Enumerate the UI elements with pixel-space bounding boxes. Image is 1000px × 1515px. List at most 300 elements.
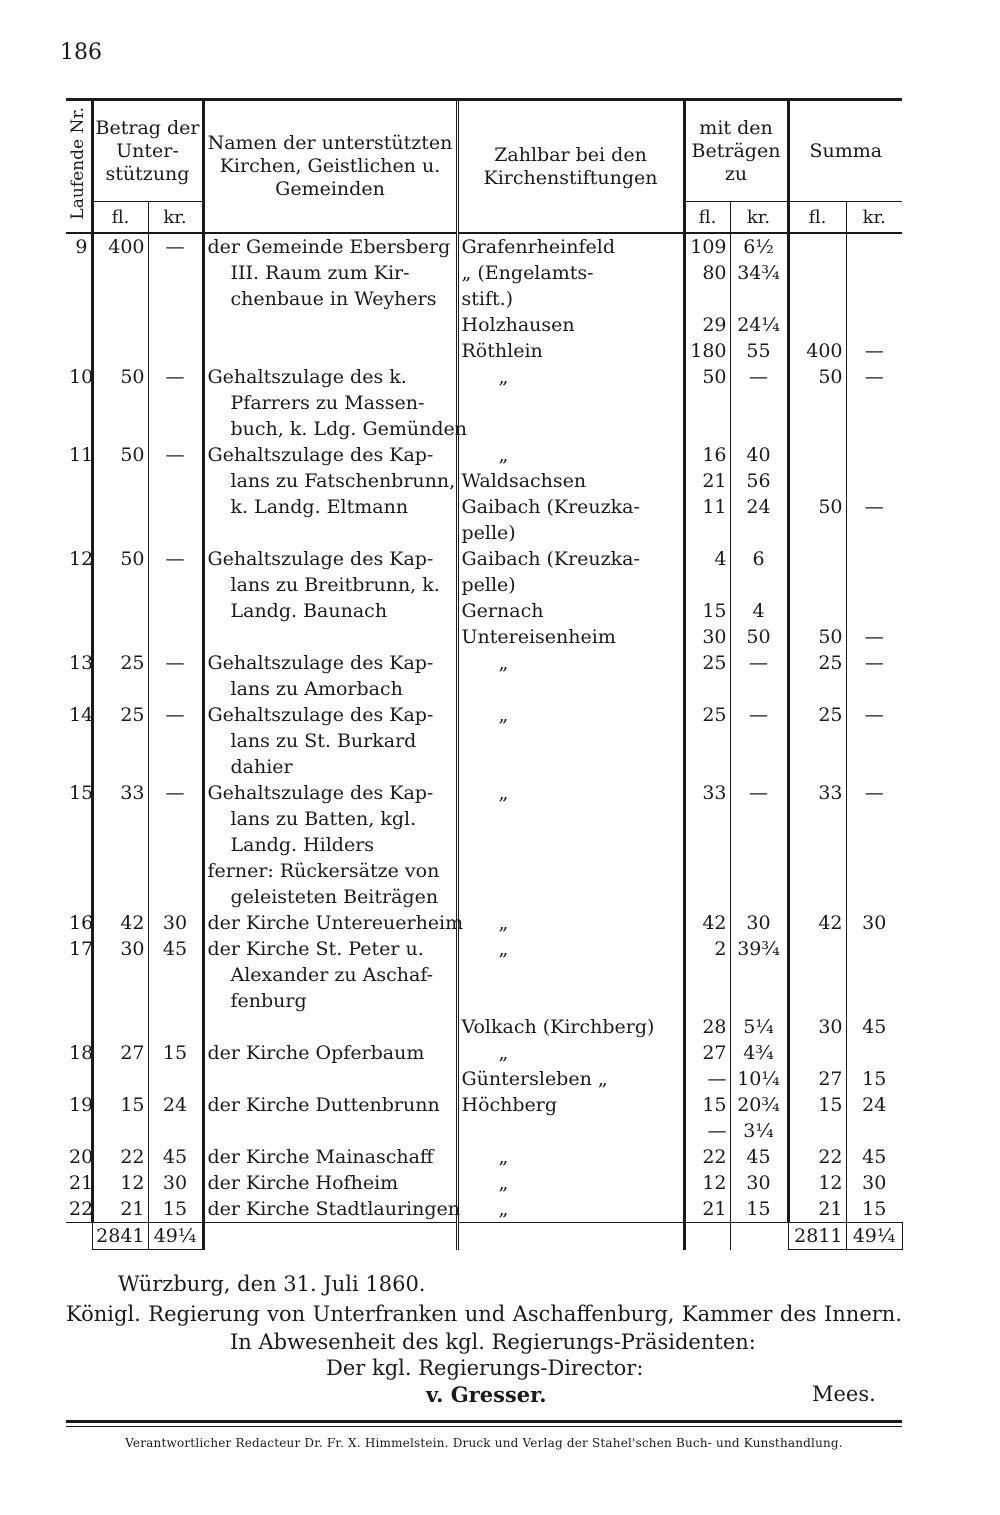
row-number: 15: [69, 782, 94, 804]
row-number: [66, 520, 92, 546]
summa-kr: —: [846, 650, 902, 676]
betrag-fl: 25: [92, 650, 148, 676]
betrag-fl: [92, 624, 148, 650]
payable-foundation: pelle): [457, 520, 684, 546]
summa-fl: 25: [788, 702, 846, 728]
summa-kr: [846, 988, 902, 1014]
beitrag-kr: 24¼: [730, 312, 788, 338]
beitrag-kr: 40: [730, 442, 788, 468]
beitrag-fl: 29: [684, 312, 730, 338]
beitrag-kr: 30: [730, 910, 788, 936]
beitrag-fl: [684, 572, 730, 598]
recipient-name: [203, 520, 457, 546]
betrag-fl: 22: [92, 1144, 148, 1170]
summa-kr: [846, 1040, 902, 1066]
summa-kr: —: [846, 702, 902, 728]
row-number: 16: [69, 912, 94, 934]
beitrag-kr: 10¼: [730, 1066, 788, 1092]
beitrag-kr: [730, 806, 788, 832]
recipient-name: lans zu Amorbach: [203, 676, 457, 702]
betrag-fl: 400: [92, 233, 148, 260]
summa-kr: [846, 312, 902, 338]
row-number: 12: [69, 548, 94, 570]
recipient-name: chenbaue in Weyhers: [203, 286, 457, 312]
betrag-kr: [148, 1014, 203, 1040]
beitrag-fl: 33: [684, 780, 730, 806]
beitrag-fl: 21: [684, 1196, 730, 1223]
payable-foundation: „: [457, 1040, 684, 1066]
betrag-kr: —: [148, 780, 203, 806]
row-number: [66, 390, 92, 416]
summa-kr: [846, 520, 902, 546]
betrag-fl: [92, 338, 148, 364]
table-row: [66, 1118, 902, 1144]
table-row: [66, 650, 902, 676]
betrag-kr: 15: [148, 1196, 203, 1223]
summa-fl: [788, 1118, 846, 1144]
betrag-fl: [92, 884, 148, 910]
recipient-name: Gehaltszulage des Kap-: [203, 780, 457, 806]
betrag-fl: [92, 676, 148, 702]
betrag-kr: [148, 1066, 203, 1092]
summa-kr: [846, 416, 902, 442]
summa-fl: [788, 286, 846, 312]
payable-foundation: [457, 988, 684, 1014]
summa-kr: 45: [846, 1144, 902, 1170]
summa-kr: —: [846, 494, 902, 520]
betrag-fl: 30: [92, 936, 148, 962]
betrag-fl: [92, 962, 148, 988]
betrag-fl: [92, 572, 148, 598]
betrag-fl: 15: [92, 1092, 148, 1118]
recipient-name: Landg. Hilders: [203, 832, 457, 858]
betrag-fl: [92, 728, 148, 754]
betrag-fl: [92, 806, 148, 832]
summa-kr: 30: [846, 1170, 902, 1196]
betrag-fl: 21: [92, 1196, 148, 1223]
payable-foundation: [457, 1118, 684, 1144]
recipient-name: lans zu Fatschenbrunn,: [203, 468, 457, 494]
table-row: [66, 546, 902, 572]
betrag-fl: 42: [92, 910, 148, 936]
header-lfd-nr: Laufende Nr.: [66, 101, 92, 233]
row-number: 10: [69, 366, 94, 388]
beitrag-kr: 50: [730, 624, 788, 650]
beitrag-kr: [730, 962, 788, 988]
recipient-name: Gehaltszulage des Kap-: [203, 702, 457, 728]
betrag-fl: [92, 988, 148, 1014]
betrag-fl: [92, 286, 148, 312]
summa-fl: [788, 728, 846, 754]
summa-kr: [846, 260, 902, 286]
row-number: 13: [69, 652, 94, 674]
summa-kr: 45: [846, 1014, 902, 1040]
row-number: [66, 338, 92, 364]
beitrag-fl: 25: [684, 702, 730, 728]
summa-kr: —: [846, 780, 902, 806]
table-row: [66, 728, 902, 754]
beitrag-fl: [684, 962, 730, 988]
row-number: [66, 806, 92, 832]
beitrag-kr: 5¼: [730, 1014, 788, 1040]
payable-foundation: „: [457, 1170, 684, 1196]
betrag-kr: [148, 962, 203, 988]
table-row: [66, 1196, 902, 1223]
beitrag-fl: 80: [684, 260, 730, 286]
beitrag-fl: [684, 728, 730, 754]
support-table: [66, 98, 902, 1250]
header-betrag: Betrag der Unter-stützung: [92, 101, 203, 202]
betrag-kr: [148, 338, 203, 364]
betrag-kr: [148, 624, 203, 650]
row-number: 21: [69, 1172, 94, 1194]
payable-foundation: „: [457, 364, 684, 390]
closing-authority: Königl. Regierung von Unterfranken und Aschaffenburg, Kammer des Innern.: [66, 1302, 902, 1326]
betrag-kr: [148, 260, 203, 286]
summa-kr: [846, 286, 902, 312]
payable-foundation: [457, 806, 684, 832]
table-row: [66, 1170, 902, 1196]
recipient-name: [203, 312, 457, 338]
table-body: [66, 233, 902, 1223]
summa-fl: [788, 390, 846, 416]
beitrag-fl: [684, 988, 730, 1014]
betrag-fl: [92, 832, 148, 858]
table-row: [66, 468, 902, 494]
beitrag-kr: [730, 858, 788, 884]
summa-fl: 50: [788, 624, 846, 650]
row-number: [66, 598, 92, 624]
beitrag-kr: —: [730, 364, 788, 390]
payable-foundation: [457, 832, 684, 858]
beitrag-fl: [684, 520, 730, 546]
recipient-name: dahier: [203, 754, 457, 780]
summa-fl: 42: [788, 910, 846, 936]
payable-foundation: Güntersleben „: [457, 1066, 684, 1092]
summa-kr: [846, 858, 902, 884]
recipient-name: fenburg: [203, 988, 457, 1014]
summa-fl: [788, 988, 846, 1014]
payable-foundation: Volkach (Kirchberg): [457, 1014, 684, 1040]
betrag-fl: 50: [92, 364, 148, 390]
header-beitraege: mit den Beträgen zu: [684, 101, 788, 202]
beitrag-kr: 20¾: [730, 1092, 788, 1118]
header-namen: Namen der unterstützten Kirchen, Geistlichen u. Gemeinden: [203, 101, 457, 233]
summa-kr: —: [846, 624, 902, 650]
closing-date: Würzburg, den 31. Juli 1860.: [118, 1272, 426, 1296]
beitrag-fl: 4: [684, 546, 730, 572]
betrag-kr: [148, 572, 203, 598]
beitrag-fl: 27: [684, 1040, 730, 1066]
row-number: [66, 1066, 92, 1092]
table-row: [66, 702, 902, 728]
recipient-name: geleisteten Beiträgen: [203, 884, 457, 910]
row-number: [66, 1014, 92, 1040]
beitrag-kr: 3¼: [730, 1118, 788, 1144]
row-number: [66, 988, 92, 1014]
betrag-kr: 24: [148, 1092, 203, 1118]
beitrag-fl: [684, 806, 730, 832]
recipient-name: lans zu St. Burkard: [203, 728, 457, 754]
beitrag-fl: [684, 416, 730, 442]
betrag-kr: [148, 520, 203, 546]
table-row: [66, 1092, 902, 1118]
summa-fl: [788, 858, 846, 884]
beitrag-fl: [684, 676, 730, 702]
beitrag-fl: 16: [684, 442, 730, 468]
table-row: [66, 494, 902, 520]
betrag-kr: [148, 728, 203, 754]
row-number: 17: [69, 938, 94, 960]
table-row: [66, 806, 902, 832]
row-number: [66, 858, 92, 884]
beitrag-fl: 180: [684, 338, 730, 364]
beitrag-kr: 45: [730, 1144, 788, 1170]
payable-foundation: Untereisenheim: [457, 624, 684, 650]
betrag-kr: [148, 312, 203, 338]
closing-absence: In Abwesenheit des kgl. Regierungs-Präsidenten:: [230, 1330, 756, 1354]
beitrag-fl: 42: [684, 910, 730, 936]
payable-foundation: „: [457, 1144, 684, 1170]
betrag-kr: [148, 832, 203, 858]
row-number: [66, 468, 92, 494]
beitrag-kr: [730, 416, 788, 442]
table-row: [66, 416, 902, 442]
summa-kr: [846, 572, 902, 598]
imprint-footer: Verantwortlicher Redacteur Dr. Fr. X. Himmelstein. Druck und Verlag der Stahel'schen Buch- und Kunsthandlung.: [125, 1436, 843, 1450]
row-number: 11: [69, 444, 94, 466]
payable-foundation: [457, 858, 684, 884]
summa-fl: 27: [788, 1066, 846, 1092]
table-row: [66, 1014, 902, 1040]
summa-kr: [846, 598, 902, 624]
row-number: [66, 728, 92, 754]
recipient-name: ferner: Rückersätze von: [203, 858, 457, 884]
recipient-name: der Kirche Untereuerheim: [203, 910, 457, 936]
beitrag-fl: 2: [684, 936, 730, 962]
betrag-fl: [92, 858, 148, 884]
summa-fl: [788, 572, 846, 598]
summa-fl: [788, 233, 846, 260]
betrag-kr: [148, 676, 203, 702]
betrag-kr: [148, 806, 203, 832]
betrag-kr: [148, 1118, 203, 1144]
total-betrag-kr: 49¼: [148, 1223, 203, 1250]
recipient-name: [203, 624, 457, 650]
recipient-name: Gehaltszulage des k.: [203, 364, 457, 390]
payable-foundation: [457, 676, 684, 702]
row-number: [66, 286, 92, 312]
recipient-name: lans zu Batten, kgl.: [203, 806, 457, 832]
signer-mees: Mees.: [812, 1382, 876, 1406]
betrag-fl: [92, 598, 148, 624]
beitrag-fl: 11: [684, 494, 730, 520]
payable-foundation: [457, 962, 684, 988]
payable-foundation: [457, 728, 684, 754]
summa-fl: [788, 832, 846, 858]
table-row: [66, 520, 902, 546]
table-row: [66, 390, 902, 416]
row-number: [66, 962, 92, 988]
beitrag-kr: [730, 676, 788, 702]
summa-kr: [846, 832, 902, 858]
summa-kr: [846, 728, 902, 754]
beitrag-kr: 6: [730, 546, 788, 572]
payable-foundation: Gernach: [457, 598, 684, 624]
table-row: [66, 858, 902, 884]
recipient-name: der Kirche Hofheim: [203, 1170, 457, 1196]
betrag-kr: —: [148, 702, 203, 728]
beitrag-kr: 39¾: [730, 936, 788, 962]
beitrag-kr: [730, 520, 788, 546]
summa-kr: —: [846, 364, 902, 390]
row-number: [66, 1118, 92, 1144]
row-number: [66, 494, 92, 520]
table-row: [66, 754, 902, 780]
signer-gresser: v. Gresser.: [426, 1382, 547, 1407]
summa-fl: [788, 884, 846, 910]
beitrag-fl: 109: [684, 233, 730, 260]
betrag-fl: 33: [92, 780, 148, 806]
summa-fl: [788, 598, 846, 624]
summa-kr: [846, 676, 902, 702]
betrag-fl: [92, 520, 148, 546]
table-row: [66, 910, 902, 936]
summa-fl: [788, 936, 846, 962]
beitrag-kr: 6½: [730, 233, 788, 260]
payable-foundation: pelle): [457, 572, 684, 598]
payable-foundation: „: [457, 936, 684, 962]
betrag-fl: [92, 468, 148, 494]
table-row: [66, 676, 902, 702]
betrag-fl: 50: [92, 546, 148, 572]
header-beitraege-kr: kr.: [730, 202, 788, 234]
payable-foundation: „: [457, 650, 684, 676]
betrag-fl: [92, 1014, 148, 1040]
summa-fl: 15: [788, 1092, 846, 1118]
summa-fl: 22: [788, 1144, 846, 1170]
betrag-fl: 12: [92, 1170, 148, 1196]
recipient-name: der Kirche Duttenbrunn: [203, 1092, 457, 1118]
row-number: [66, 676, 92, 702]
summa-fl: [788, 754, 846, 780]
row-number: 9: [75, 236, 88, 258]
beitrag-kr: —: [730, 702, 788, 728]
table-row: [66, 233, 902, 260]
summa-kr: [846, 546, 902, 572]
footer-rule: [66, 1420, 902, 1423]
betrag-fl: [92, 754, 148, 780]
beitrag-fl: [684, 754, 730, 780]
row-number: [66, 572, 92, 598]
betrag-fl: [92, 416, 148, 442]
betrag-kr: [148, 884, 203, 910]
beitrag-fl: 21: [684, 468, 730, 494]
betrag-fl: [92, 494, 148, 520]
table-row: [66, 1040, 902, 1066]
betrag-kr: —: [148, 442, 203, 468]
recipient-name: III. Raum zum Kir-: [203, 260, 457, 286]
betrag-kr: —: [148, 546, 203, 572]
summa-kr: [846, 233, 902, 260]
betrag-fl: [92, 312, 148, 338]
betrag-kr: [148, 858, 203, 884]
beitrag-fl: 30: [684, 624, 730, 650]
row-number: [66, 416, 92, 442]
beitrag-kr: 24: [730, 494, 788, 520]
summa-kr: 15: [846, 1196, 902, 1223]
payable-foundation: [457, 416, 684, 442]
betrag-kr: [148, 416, 203, 442]
payable-foundation: Gaibach (Kreuzka-: [457, 494, 684, 520]
row-number: 20: [69, 1146, 94, 1168]
header-beitraege-fl: fl.: [684, 202, 730, 234]
row-number: 14: [69, 704, 94, 726]
beitrag-fl: 28: [684, 1014, 730, 1040]
payable-foundation: Röthlein: [457, 338, 684, 364]
recipient-name: der Kirche Stadtlauringen: [203, 1196, 457, 1223]
total-betrag-fl: 2841: [92, 1223, 148, 1250]
beitrag-kr: [730, 832, 788, 858]
summa-kr: 15: [846, 1066, 902, 1092]
summa-kr: [846, 806, 902, 832]
header-zahlbar: Zahlbar bei den Kirchenstiftungen: [457, 101, 684, 233]
beitrag-fl: [684, 390, 730, 416]
recipient-name: [203, 338, 457, 364]
row-number: [66, 832, 92, 858]
betrag-kr: —: [148, 233, 203, 260]
summa-kr: [846, 962, 902, 988]
beitrag-kr: [730, 390, 788, 416]
summa-fl: 21: [788, 1196, 846, 1223]
payable-foundation: Gaibach (Kreuzka-: [457, 546, 684, 572]
betrag-kr: —: [148, 650, 203, 676]
betrag-kr: [148, 286, 203, 312]
summa-fl: 25: [788, 650, 846, 676]
betrag-fl: 27: [92, 1040, 148, 1066]
summa-fl: 400: [788, 338, 846, 364]
betrag-fl: [92, 260, 148, 286]
table-row: [66, 442, 902, 468]
totals-row: [66, 1223, 902, 1250]
recipient-name: der Kirche Mainaschaff: [203, 1144, 457, 1170]
betrag-kr: 15: [148, 1040, 203, 1066]
payable-foundation: „: [457, 780, 684, 806]
betrag-kr: [148, 754, 203, 780]
payable-foundation: „ (Engelamts-: [457, 260, 684, 286]
row-number: [66, 312, 92, 338]
summa-fl: [788, 312, 846, 338]
summa-fl: [788, 260, 846, 286]
summa-fl: [788, 676, 846, 702]
beitrag-kr: [730, 728, 788, 754]
summa-fl: [788, 546, 846, 572]
betrag-kr: [148, 494, 203, 520]
betrag-kr: 30: [148, 910, 203, 936]
beitrag-kr: [730, 572, 788, 598]
betrag-kr: [148, 468, 203, 494]
betrag-kr: 45: [148, 1144, 203, 1170]
table-row: [66, 832, 902, 858]
beitrag-fl: [684, 858, 730, 884]
row-number: [66, 884, 92, 910]
summa-fl: 50: [788, 364, 846, 390]
row-number: [66, 260, 92, 286]
row-number: [66, 624, 92, 650]
table-row: [66, 364, 902, 390]
table-row: [66, 780, 902, 806]
beitrag-kr: 30: [730, 1170, 788, 1196]
